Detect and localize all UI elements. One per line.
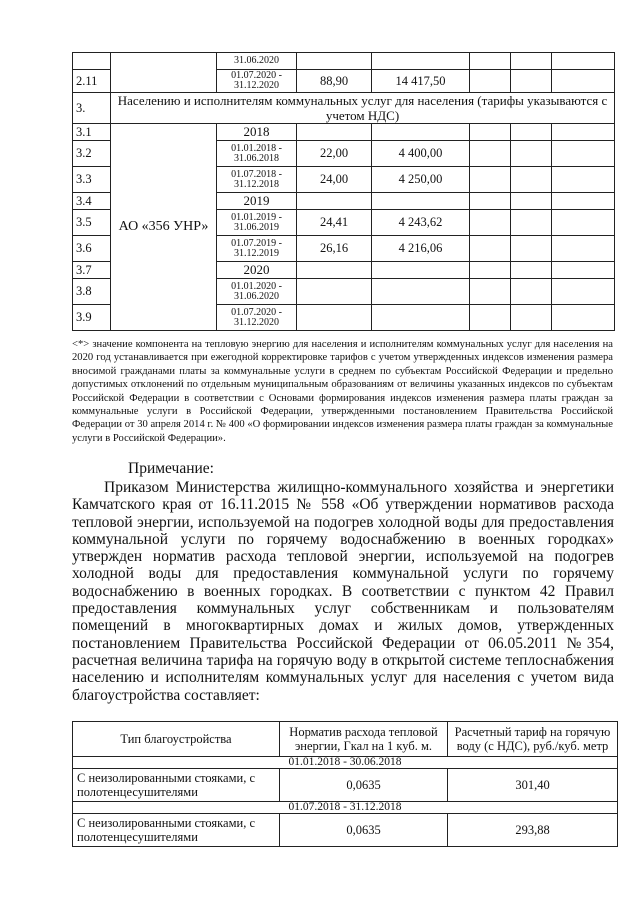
period-cell: 01.07.2018 - 31.12.2018 <box>73 802 618 814</box>
norm-cell: 26,16 <box>297 236 372 262</box>
table-row <box>73 814 618 847</box>
table-row <box>73 769 618 802</box>
col-header-type: Тип благоустройства <box>73 722 280 757</box>
table-row <box>73 93 615 124</box>
footnote: <*> значение компонента на тепловую энергию для населения и исполнителям коммунальных услуг для населения на 2020 год устанавливается при ежегодной корректировке тарифов с учетом утвержденных индексов изменения размера вносимой гражданами платы за коммунальные услуги в среднем по субъектам Российской Федерации и предельно допустимых отклонений по отдельным муниципальным образованиям от величины указанных индексов по субъектам Российской Федерации в соответствии с Основами формирования индексов изменения размера платы граждан за коммунальные услуги в Российской Федерации, утвержденными постановлением Правительства Российской Федерации от 30 апреля 2014 г. № 400 «О формировании индексов изменения размера платы граждан за коммунальные услуги в Российской Федерации». <box>72 339 613 444</box>
norm-cell: 0,0635 <box>280 814 448 847</box>
note-text: Приказом Министерства жилищно-коммунального хозяйства и энергетики Камчатского края от 16.11.2015 № 558 «Об утверждении нормативов расхода тепловой энергии, используемой на подогрев холодной воды для предоставления коммунальной услуги по горячему водоснабжению в военных городках» утвержден норматив расхода тепловой энергии, используемой на подогрев холодной воды для предоставления коммунальной услуги по горячему водоснабжению в военных городках. В соответствии с пунктом 42 Правил предоставления коммунальных услуг собственникам и пользователям помещений в многоквартирных домах и жилых домов, утвержденных постановлением Правительства Российской Федерации от 06.05.2011 №354, расчетная величина тарифа на горячую воду в открытой системе теплоснабжения населению и исполнителям коммунальных услуг для населения с учетом вида благоустройства составляет: <box>72 479 614 704</box>
period-cell: 01.01.2020 - 31.06.2020 <box>217 279 297 305</box>
period-cell: 01.07.2020 - 31.12.2020 <box>217 70 297 93</box>
period-cell: 01.01.2018 - 30.06.2018 <box>73 757 618 769</box>
row-id: 3.2 <box>73 141 111 167</box>
tariff-cell: 4 400,00 <box>372 141 470 167</box>
table-row <box>73 124 615 141</box>
org-name: АО «356 УНР» <box>111 124 217 331</box>
row-id: 3.8 <box>73 279 111 305</box>
row-id: 2.11 <box>73 70 111 93</box>
col-header-norm: Норматив расхода тепловой энергии, Гкал на 1 куб. м. <box>280 722 448 757</box>
period-cell: 31.06.2020 <box>217 53 297 70</box>
col-header-tariff: Расчетный тариф на горячую воду (с НДС), руб./куб. метр <box>448 722 618 757</box>
period-cell: 01.07.2018 - 31.12.2018 <box>217 167 297 193</box>
norm-cell: 88,90 <box>297 70 372 93</box>
tariff-cell: 4 216,06 <box>372 236 470 262</box>
period-row <box>73 802 618 814</box>
tariff-cell: 301,40 <box>448 769 618 802</box>
hot-water-tariff-table <box>72 721 618 847</box>
period-row <box>73 757 618 769</box>
note-heading: Примечание: <box>128 460 214 477</box>
year-cell: 2019 <box>217 193 297 210</box>
tariff-cell: 14 417,50 <box>372 70 470 93</box>
table-row <box>73 53 615 70</box>
row-id: 3.5 <box>73 210 111 236</box>
row-id: 3.1 <box>73 124 111 141</box>
type-cell: С неизолированными стояками, с полотенцесушителями <box>73 769 280 802</box>
table-header-row <box>73 722 618 757</box>
section-heading: Населению и исполнителям коммунальных услуг для населения (тарифы указываются с учетом НДС) <box>111 93 615 124</box>
norm-cell: 0,0635 <box>280 769 448 802</box>
year-cell: 2020 <box>217 262 297 279</box>
period-cell: 01.07.2019 - 31.12.2019 <box>217 236 297 262</box>
tariff-cell: 4 250,00 <box>372 167 470 193</box>
tariff-table <box>72 52 615 331</box>
row-id <box>73 53 111 70</box>
tariff-cell: 293,88 <box>448 814 618 847</box>
row-id: 3.4 <box>73 193 111 210</box>
period-cell: 01.01.2018 - 31.06.2018 <box>217 141 297 167</box>
row-id: 3.6 <box>73 236 111 262</box>
row-id: 3. <box>73 93 111 124</box>
row-id: 3.3 <box>73 167 111 193</box>
norm-cell: 22,00 <box>297 141 372 167</box>
row-id: 3.7 <box>73 262 111 279</box>
norm-cell: 24,41 <box>297 210 372 236</box>
period-cell: 01.07.2020 - 31.12.2020 <box>217 305 297 331</box>
tariff-cell: 4 243,62 <box>372 210 470 236</box>
row-id: 3.9 <box>73 305 111 331</box>
year-cell: 2018 <box>217 124 297 141</box>
norm-cell: 24,00 <box>297 167 372 193</box>
type-cell: С неизолированными стояками, с полотенцесушителями <box>73 814 280 847</box>
period-cell: 01.01.2019 - 31.06.2019 <box>217 210 297 236</box>
